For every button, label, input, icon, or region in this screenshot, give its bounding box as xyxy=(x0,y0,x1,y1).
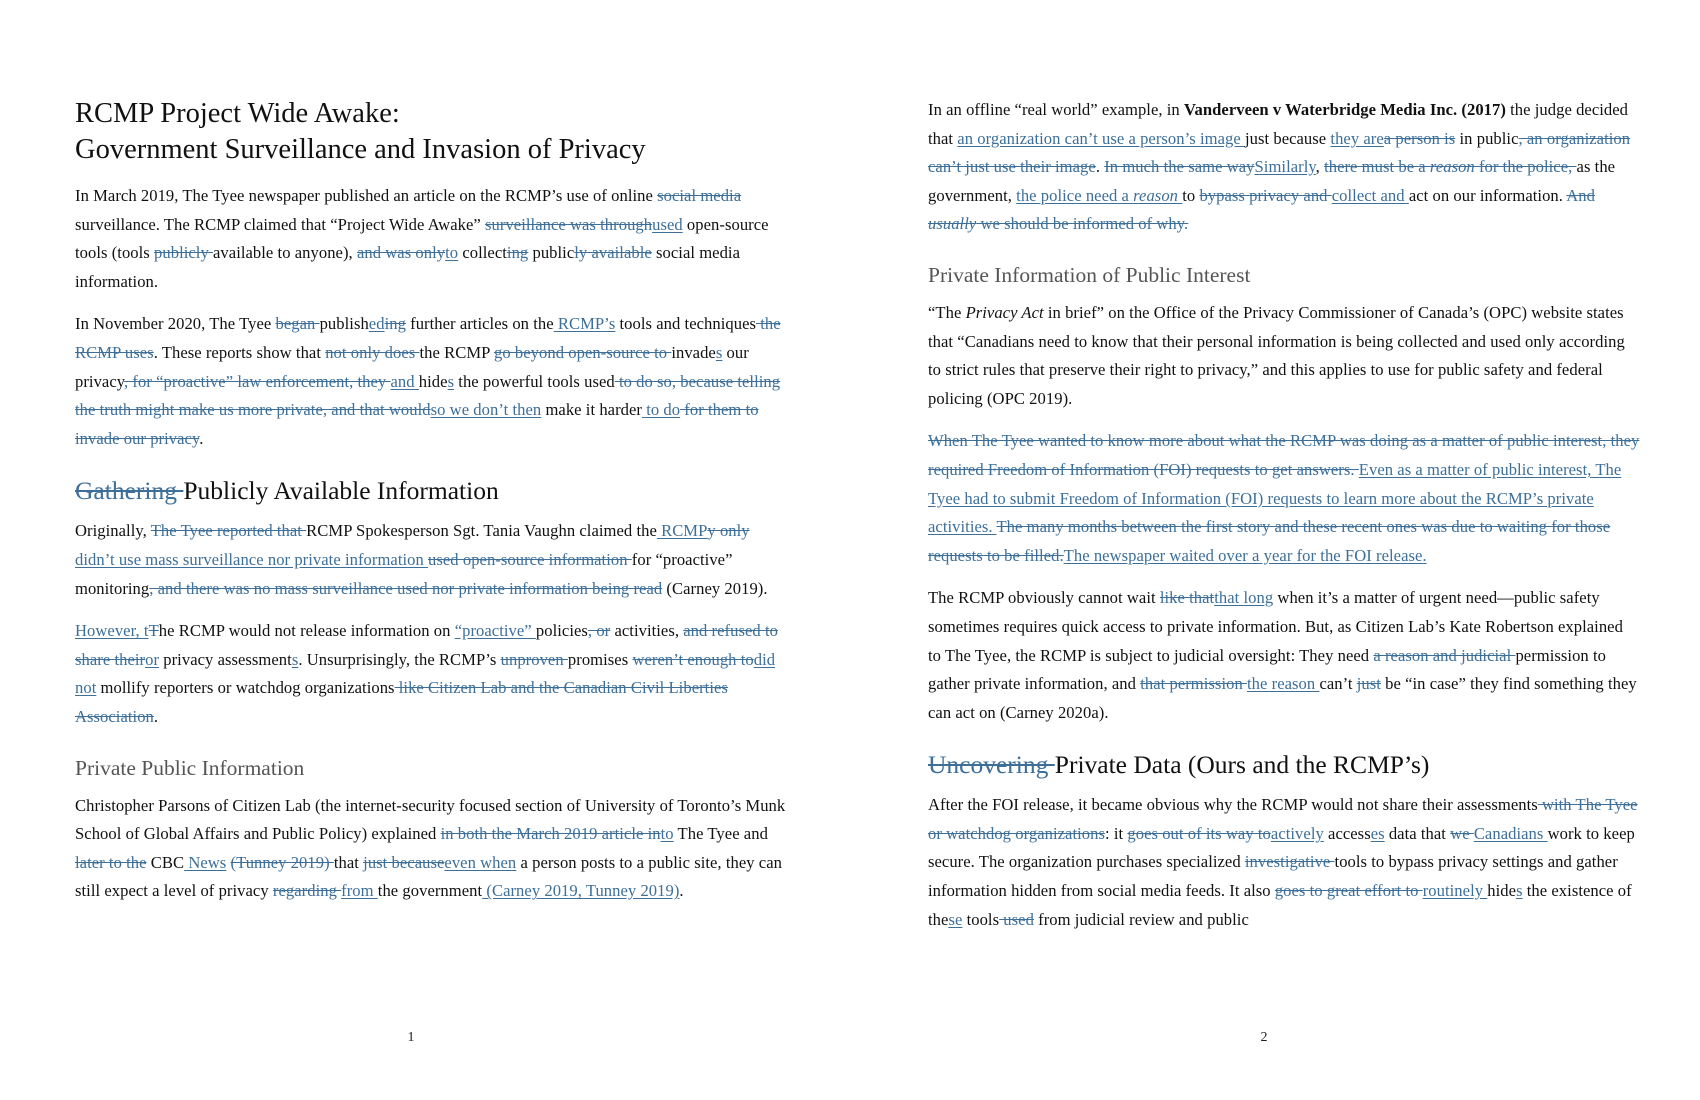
text-run: publish xyxy=(319,314,369,334)
inserted-text[interactable]: RCMP’s xyxy=(553,314,616,334)
deleted-text[interactable]: like that xyxy=(1159,588,1215,608)
deleted-text[interactable]: Gathering xyxy=(75,476,184,506)
deleted-text[interactable]: The many months between the first story and these recent ones was due to waiting for those requests to be filled. xyxy=(928,517,1611,565)
page-1-content xyxy=(75,96,787,906)
text-run: Private Data (Ours and the RCMP’s) xyxy=(1054,750,1430,780)
deleted-text[interactable]: Uncovering xyxy=(928,750,1055,780)
deleted-text[interactable]: used xyxy=(999,909,1034,929)
deleted-text[interactable]: usually xyxy=(928,214,977,234)
text-run: can’t xyxy=(1319,674,1357,694)
section-heading xyxy=(928,749,1640,781)
document-title xyxy=(75,132,787,168)
deleted-text[interactable]: in both the March 2019 article in xyxy=(440,824,661,844)
deleted-text[interactable]: , and there was no mass surveillance used nor private information being read xyxy=(149,578,663,598)
inserted-text[interactable]: Even as a matter of public interest, The Tyee had to submit Freedom of Information (FOI) requests to learn more about the RCMP’s private activities. xyxy=(928,459,1622,537)
inserted-text[interactable]: didn’t use mass surveillance nor private information xyxy=(75,549,429,569)
text-run: in public xyxy=(1455,128,1519,148)
text-run: Private Public Information xyxy=(75,755,305,780)
text-run: activities, xyxy=(610,621,684,641)
deleted-text[interactable]: with The Tyee or watchdog organizations xyxy=(928,795,1638,843)
text-run: a person posts to a public site, they can still expect a level of privacy xyxy=(75,852,782,901)
inserted-text[interactable]: to xyxy=(660,824,674,844)
text-run: Christopher Parsons of Citizen Lab (the internet-security focused section of University of Toronto’s Munk School of Global Affairs and Public Policy) explained xyxy=(75,795,786,844)
text-run: tools xyxy=(962,909,1000,929)
deleted-text[interactable]: ing xyxy=(384,314,406,334)
paragraph xyxy=(75,792,787,906)
text-run: access xyxy=(1323,823,1371,843)
inserted-text[interactable]: Canadians xyxy=(1473,823,1548,843)
text-run: mollify reporters or watchdog organizations xyxy=(96,678,395,698)
deleted-text[interactable]: When The Tyee wanted to know more about what the RCMP was doing as a matter of public interest, they required Freedom of Information (FOI) requests to get answers. xyxy=(928,431,1640,479)
text-run: surveillance. The RCMP claimed that “Project Wide Awake” xyxy=(75,214,486,234)
deleted-text[interactable]: And xyxy=(1566,185,1595,205)
deleted-text[interactable]: that permission xyxy=(1140,674,1247,694)
text-run: open-source tools (tools xyxy=(75,214,769,263)
subsection-heading xyxy=(928,261,1640,289)
page-number: 1 xyxy=(407,1030,415,1045)
inserted-text[interactable]: used xyxy=(652,214,683,234)
deleted-text[interactable]: ly available xyxy=(574,243,652,263)
inserted-text[interactable]: even when xyxy=(444,852,517,872)
text-run: be “in case” they find something they can act on (Carney 2020a). xyxy=(928,674,1637,722)
text-run: Publicly Available Information xyxy=(183,476,499,506)
inserted-text[interactable]: “proactive” xyxy=(454,621,536,641)
deleted-text[interactable]: a reason and judicial xyxy=(1373,645,1516,665)
inserted-text[interactable]: RCMP xyxy=(656,521,708,541)
deleted-text[interactable]: reason xyxy=(1429,157,1475,177)
text-run: promises xyxy=(567,649,633,669)
deleted-text[interactable]: y only xyxy=(707,521,750,541)
paragraph xyxy=(75,617,787,731)
inserted-text[interactable]: the reason xyxy=(1247,674,1320,694)
inserted-text[interactable]: However, t xyxy=(75,621,149,641)
text-run: the RCMP xyxy=(419,342,495,362)
deleted-text[interactable]: goes to great effort to xyxy=(1274,881,1423,901)
inserted-text[interactable]: News xyxy=(184,852,227,872)
text-run: hide xyxy=(418,371,448,391)
inserted-text[interactable]: routinely xyxy=(1422,881,1488,901)
deleted-text[interactable]: T xyxy=(148,621,159,641)
text-run: Private Information of Public Interest xyxy=(928,262,1251,287)
text-run: public xyxy=(528,243,575,263)
text-run: the government xyxy=(377,881,483,901)
bold-text: Vanderveen v Waterbridge Media Inc. (2017) xyxy=(1183,100,1506,119)
inserted-text[interactable]: s xyxy=(1516,881,1523,901)
paragraph xyxy=(928,427,1640,570)
inserted-text[interactable]: The newspaper waited over a year for the FOI release. xyxy=(1063,545,1427,565)
deleted-text[interactable]: , or xyxy=(587,621,611,641)
text-run: tools to bypass privacy settings and gather information hidden from social media feeds. It also xyxy=(928,852,1618,901)
paragraph xyxy=(75,182,787,296)
text-run: . Unsurprisingly, the RCMP’s xyxy=(298,649,501,669)
paragraph xyxy=(75,517,787,603)
inserted-text[interactable]: s xyxy=(715,342,723,362)
text-run: “The xyxy=(928,302,966,322)
text-run: CBC xyxy=(146,852,185,872)
deleted-text[interactable]: later to the xyxy=(75,852,147,872)
page-number: 2 xyxy=(1260,1030,1268,1045)
text-run: , xyxy=(1315,157,1325,177)
deleted-text[interactable]: like Citizen Lab and the Canadian Civil Liberties Association xyxy=(75,678,728,726)
inserted-text[interactable]: collect and xyxy=(1331,185,1409,205)
deleted-text[interactable]: we xyxy=(1450,823,1474,843)
text-run: our privacy xyxy=(75,342,749,391)
inserted-text[interactable]: that long xyxy=(1214,588,1274,608)
text-run: just because xyxy=(1244,128,1331,148)
paragraph xyxy=(928,584,1640,727)
deleted-text[interactable]: to do so, because telling the truth might make us more private, and that would xyxy=(75,371,781,420)
text-run: act on our information. xyxy=(1408,185,1567,205)
inserted-text[interactable]: se xyxy=(948,909,963,929)
text-run: permission to gather private information, and xyxy=(928,645,1606,694)
inserted-text[interactable]: s xyxy=(291,649,299,669)
section-heading xyxy=(75,475,787,507)
inserted-text[interactable]: so we don’t then xyxy=(430,400,542,420)
text-run: as the government, xyxy=(928,157,1616,205)
text-run: . xyxy=(153,706,159,726)
text-run: The RCMP obviously cannot wait xyxy=(928,588,1160,608)
deleted-text[interactable]: publicly xyxy=(154,243,214,263)
text-run: from judicial review and public xyxy=(1033,909,1249,929)
text-run: hide xyxy=(1487,881,1517,901)
text-run: make it harder xyxy=(541,400,642,420)
inserted-text[interactable]: did not xyxy=(75,649,776,698)
italic-text: Privacy Act xyxy=(965,302,1044,322)
text-run: : it xyxy=(1104,823,1128,843)
inserted-text[interactable]: from xyxy=(341,881,378,901)
text-run: After the FOI release, it became obvious why the RCMP would not share their assessments xyxy=(928,795,1538,815)
page-2-content xyxy=(928,96,1640,934)
text-run: RCMP Spokesperson Sgt. Tania Vaughn claimed the xyxy=(306,521,657,541)
document-title xyxy=(75,96,787,132)
deleted-text[interactable]: surveillance was through xyxy=(485,214,653,234)
inserted-text[interactable]: actively xyxy=(1270,823,1324,843)
text-run: . xyxy=(199,428,204,448)
text-run: when it’s a matter of urgent need—public safety sometimes requires quick access to private information. But, as Citizen Lab’s Kate Robertson explained to The Tyee, the RCMP is subject to judicial oversight: They need xyxy=(928,588,1623,665)
document-page-2 xyxy=(928,0,1640,1100)
text-run: RCMP Project Wide Awake: xyxy=(75,98,400,129)
deleted-text[interactable]: The Tyee reported that xyxy=(150,521,307,541)
text-run: work to keep secure. The organization purchases specialized xyxy=(928,823,1635,872)
inserted-text[interactable]: the police need a xyxy=(1016,185,1134,205)
paragraph xyxy=(928,299,1640,413)
subsection-heading xyxy=(75,754,787,782)
text-run: Government Surveillance and Invasion of Privacy xyxy=(75,134,646,165)
deleted-text[interactable]: In much the same way xyxy=(1104,157,1255,177)
deleted-text[interactable]: we should be informed of why. xyxy=(976,214,1189,234)
deleted-text[interactable]: not only does xyxy=(325,342,420,362)
text-run: further articles on the xyxy=(405,314,554,334)
deleted-text[interactable]: used open-source information xyxy=(428,549,632,569)
deleted-text[interactable]: ing xyxy=(506,243,529,263)
text-run: he RCMP would not release information on xyxy=(158,621,455,641)
text-run: . xyxy=(1095,157,1105,177)
deleted-text[interactable]: regarding xyxy=(272,881,342,901)
deleted-text[interactable]: (Tunney 2019) xyxy=(230,852,334,872)
paragraph xyxy=(928,96,1640,239)
inserted-text[interactable]: an organization can’t use a person’s image xyxy=(957,128,1245,148)
deleted-text[interactable]: investigative xyxy=(1244,852,1335,872)
deleted-text[interactable]: and was only xyxy=(356,243,446,263)
deleted-text[interactable]: , for “proactive” law enforcement, they xyxy=(124,371,391,391)
paragraph xyxy=(75,310,787,453)
deleted-text[interactable]: just xyxy=(1356,674,1381,694)
inserted-text[interactable]: (Carney 2019, Tunney 2019) xyxy=(482,881,680,901)
text-run: invade xyxy=(671,342,716,362)
deleted-text[interactable]: social media xyxy=(657,186,742,205)
deleted-text[interactable]: and refused to share their xyxy=(75,621,778,669)
inserted-text[interactable]: and xyxy=(390,371,419,391)
text-run: . These reports show that xyxy=(153,342,326,362)
inserted-text[interactable]: to do xyxy=(642,400,681,420)
text-run: the existence of the xyxy=(928,881,1632,929)
text-run: social media information. xyxy=(75,243,741,291)
text-run: the powerful tools used xyxy=(454,371,615,391)
deleted-text[interactable]: , an organization can’t just use their image xyxy=(928,128,1631,177)
text-run: (Carney 2019). xyxy=(662,578,768,598)
deleted-text[interactable]: just because xyxy=(363,852,445,872)
paragraph xyxy=(928,791,1640,934)
inserted-text[interactable]: s xyxy=(447,371,455,391)
text-run: tools and techniques xyxy=(615,314,757,334)
text-run: privacy assessment xyxy=(159,649,292,669)
text-run: for “proactive” monitoring xyxy=(75,549,733,598)
text-run: in brief” on the Office of the Privacy Commissioner of Canada’s (OPC) website states that “Canadians need to know that their personal information is being collected and used only according to strict rules that preserve their right to privacy,” and this applies to use for public safety and federal policing (OPC 2019). xyxy=(928,302,1625,408)
text-run: In an offline “real world” example, in xyxy=(928,100,1184,119)
text-run: policies xyxy=(535,621,588,641)
text-run: available to anyone), xyxy=(213,243,357,263)
inserted-text[interactable]: to xyxy=(445,243,459,263)
deleted-text[interactable]: unproven xyxy=(500,649,568,669)
deleted-text[interactable]: a person is xyxy=(1383,128,1456,148)
inserted-text[interactable]: they are xyxy=(1330,128,1384,148)
deleted-text[interactable]: goes out of its way to xyxy=(1127,823,1271,843)
inserted-text[interactable]: es xyxy=(1370,823,1385,843)
text-run: In November 2020, The Tyee xyxy=(75,314,276,334)
text-run: . xyxy=(679,881,684,901)
text-run: to xyxy=(1182,185,1200,205)
inserted-text[interactable]: reason xyxy=(1133,185,1179,205)
text-run: Originally, xyxy=(75,521,151,541)
inserted-text[interactable]: or xyxy=(145,649,160,669)
text-run: The Tyee and xyxy=(673,824,768,844)
deleted-text[interactable]: for the police, xyxy=(1474,157,1577,177)
deleted-text[interactable]: bypass privacy and xyxy=(1199,185,1332,205)
text-run: data that xyxy=(1384,823,1451,843)
text-run: collect xyxy=(458,243,507,263)
deleted-text[interactable]: go beyond open-source to xyxy=(494,342,672,362)
deleted-text[interactable]: there must be a xyxy=(1324,157,1430,177)
deleted-text[interactable]: for them to invade our privacy xyxy=(75,400,759,448)
text-run: In March 2019, The Tyee newspaper published an article on the RCMP’s use of online xyxy=(75,186,658,205)
deleted-text[interactable]: weren’t enough to xyxy=(632,649,754,669)
inserted-text[interactable]: Similarly xyxy=(1254,157,1316,177)
deleted-text[interactable]: the RCMP uses xyxy=(75,314,781,362)
document-page-1 xyxy=(75,0,787,1100)
text-run: the judge decided that xyxy=(928,100,1629,148)
inserted-text[interactable]: ed xyxy=(368,314,385,334)
text-run: that xyxy=(333,852,364,872)
deleted-text[interactable]: began xyxy=(275,314,320,334)
